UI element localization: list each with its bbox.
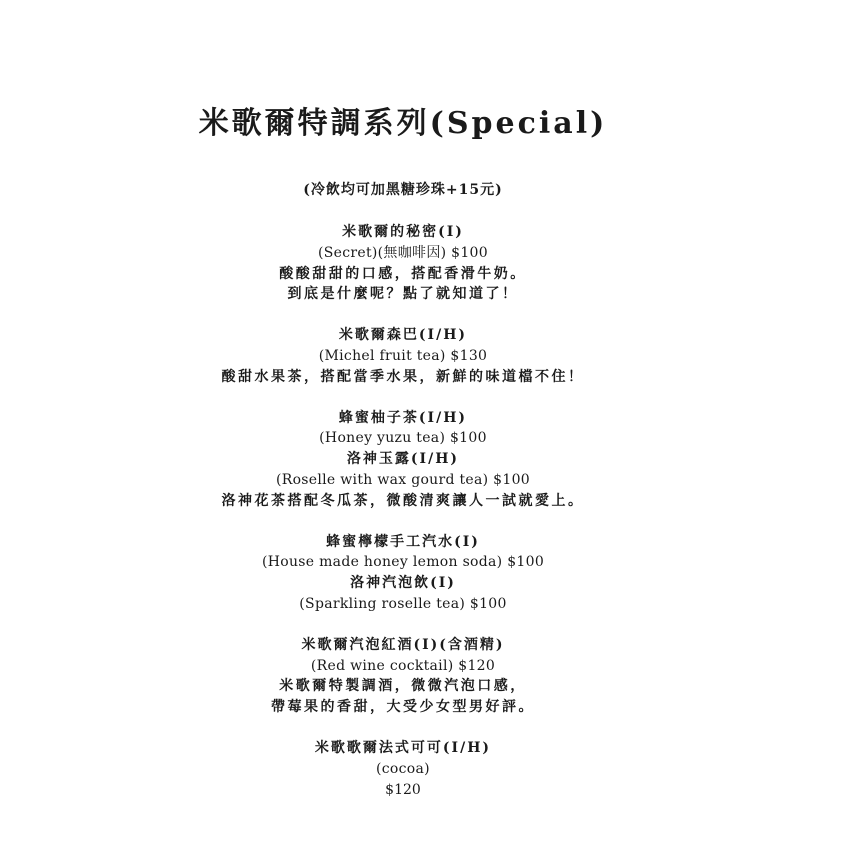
drink-name: 米歌歌爾法式可可(I/H) — [314, 739, 492, 756]
drink-english-name-price: (House made honey lemon soda) $100 — [261, 554, 545, 571]
drink-name: 蜂蜜柚子茶(I/H) — [338, 409, 468, 426]
drink-english-name-price: (cocoa) — [376, 760, 430, 777]
menu-list — [0, 222, 806, 820]
drink-name: 米歌爾的秘密(I) — [342, 224, 464, 240]
menu-section — [0, 738, 806, 800]
drink-english-name-price: (Secret)(無咖啡因) $100 — [318, 244, 488, 261]
drink-description: 米歌爾特製調酒，微微汽泡口感， — [279, 678, 527, 695]
drink-name: 蜂蜜檸檬手工汽水(I) — [326, 533, 480, 550]
drink-name: 米歌爾森巴(I/H) — [338, 327, 468, 344]
drink-name: 洛神玉露(I/H) — [346, 451, 460, 468]
menu-section — [0, 635, 806, 718]
drink-name: 米歌爾汽泡紅酒(I)(含酒精) — [301, 636, 505, 653]
drink-description: 酸甜水果茶，搭配當季水果，新鮮的味道檔不住！ — [221, 368, 585, 385]
drink-english-name-price: (Red wine cocktail) $120 — [310, 657, 496, 674]
drink-english-name-price: (Sparkling roselle tea) $100 — [299, 595, 507, 612]
drink-english-name-price: (Michel fruit tea) $130 — [318, 347, 488, 364]
drink-description: 帶莓果的香甜，大受少女型男好評。 — [271, 699, 535, 716]
drink-price: $120 — [385, 781, 421, 798]
menu-section — [0, 532, 806, 615]
page-title: 米歌爾特調系列(Special) — [198, 106, 608, 141]
menu-section — [0, 222, 806, 305]
drink-name: 洛神汽泡飲(I) — [350, 575, 456, 592]
drink-english-name-price: (Honey yuzu tea) $100 — [319, 430, 487, 447]
menu-section — [0, 325, 806, 387]
menu-section — [0, 408, 806, 512]
drink-english-name-price: (Roselle with wax gourd tea) $100 — [275, 471, 531, 488]
pearl-addon-note: (冷飲均可加黑糖珍珠+15元) — [303, 182, 503, 198]
drink-description: 到底是什麼呢？點了就知道了！ — [287, 286, 519, 303]
drink-description: 酸酸甜甜的口感，搭配香滑牛奶。 — [279, 265, 527, 282]
drink-description: 洛神花茶搭配冬瓜茶，微酸清爽讓人一試就愛上。 — [221, 492, 585, 509]
